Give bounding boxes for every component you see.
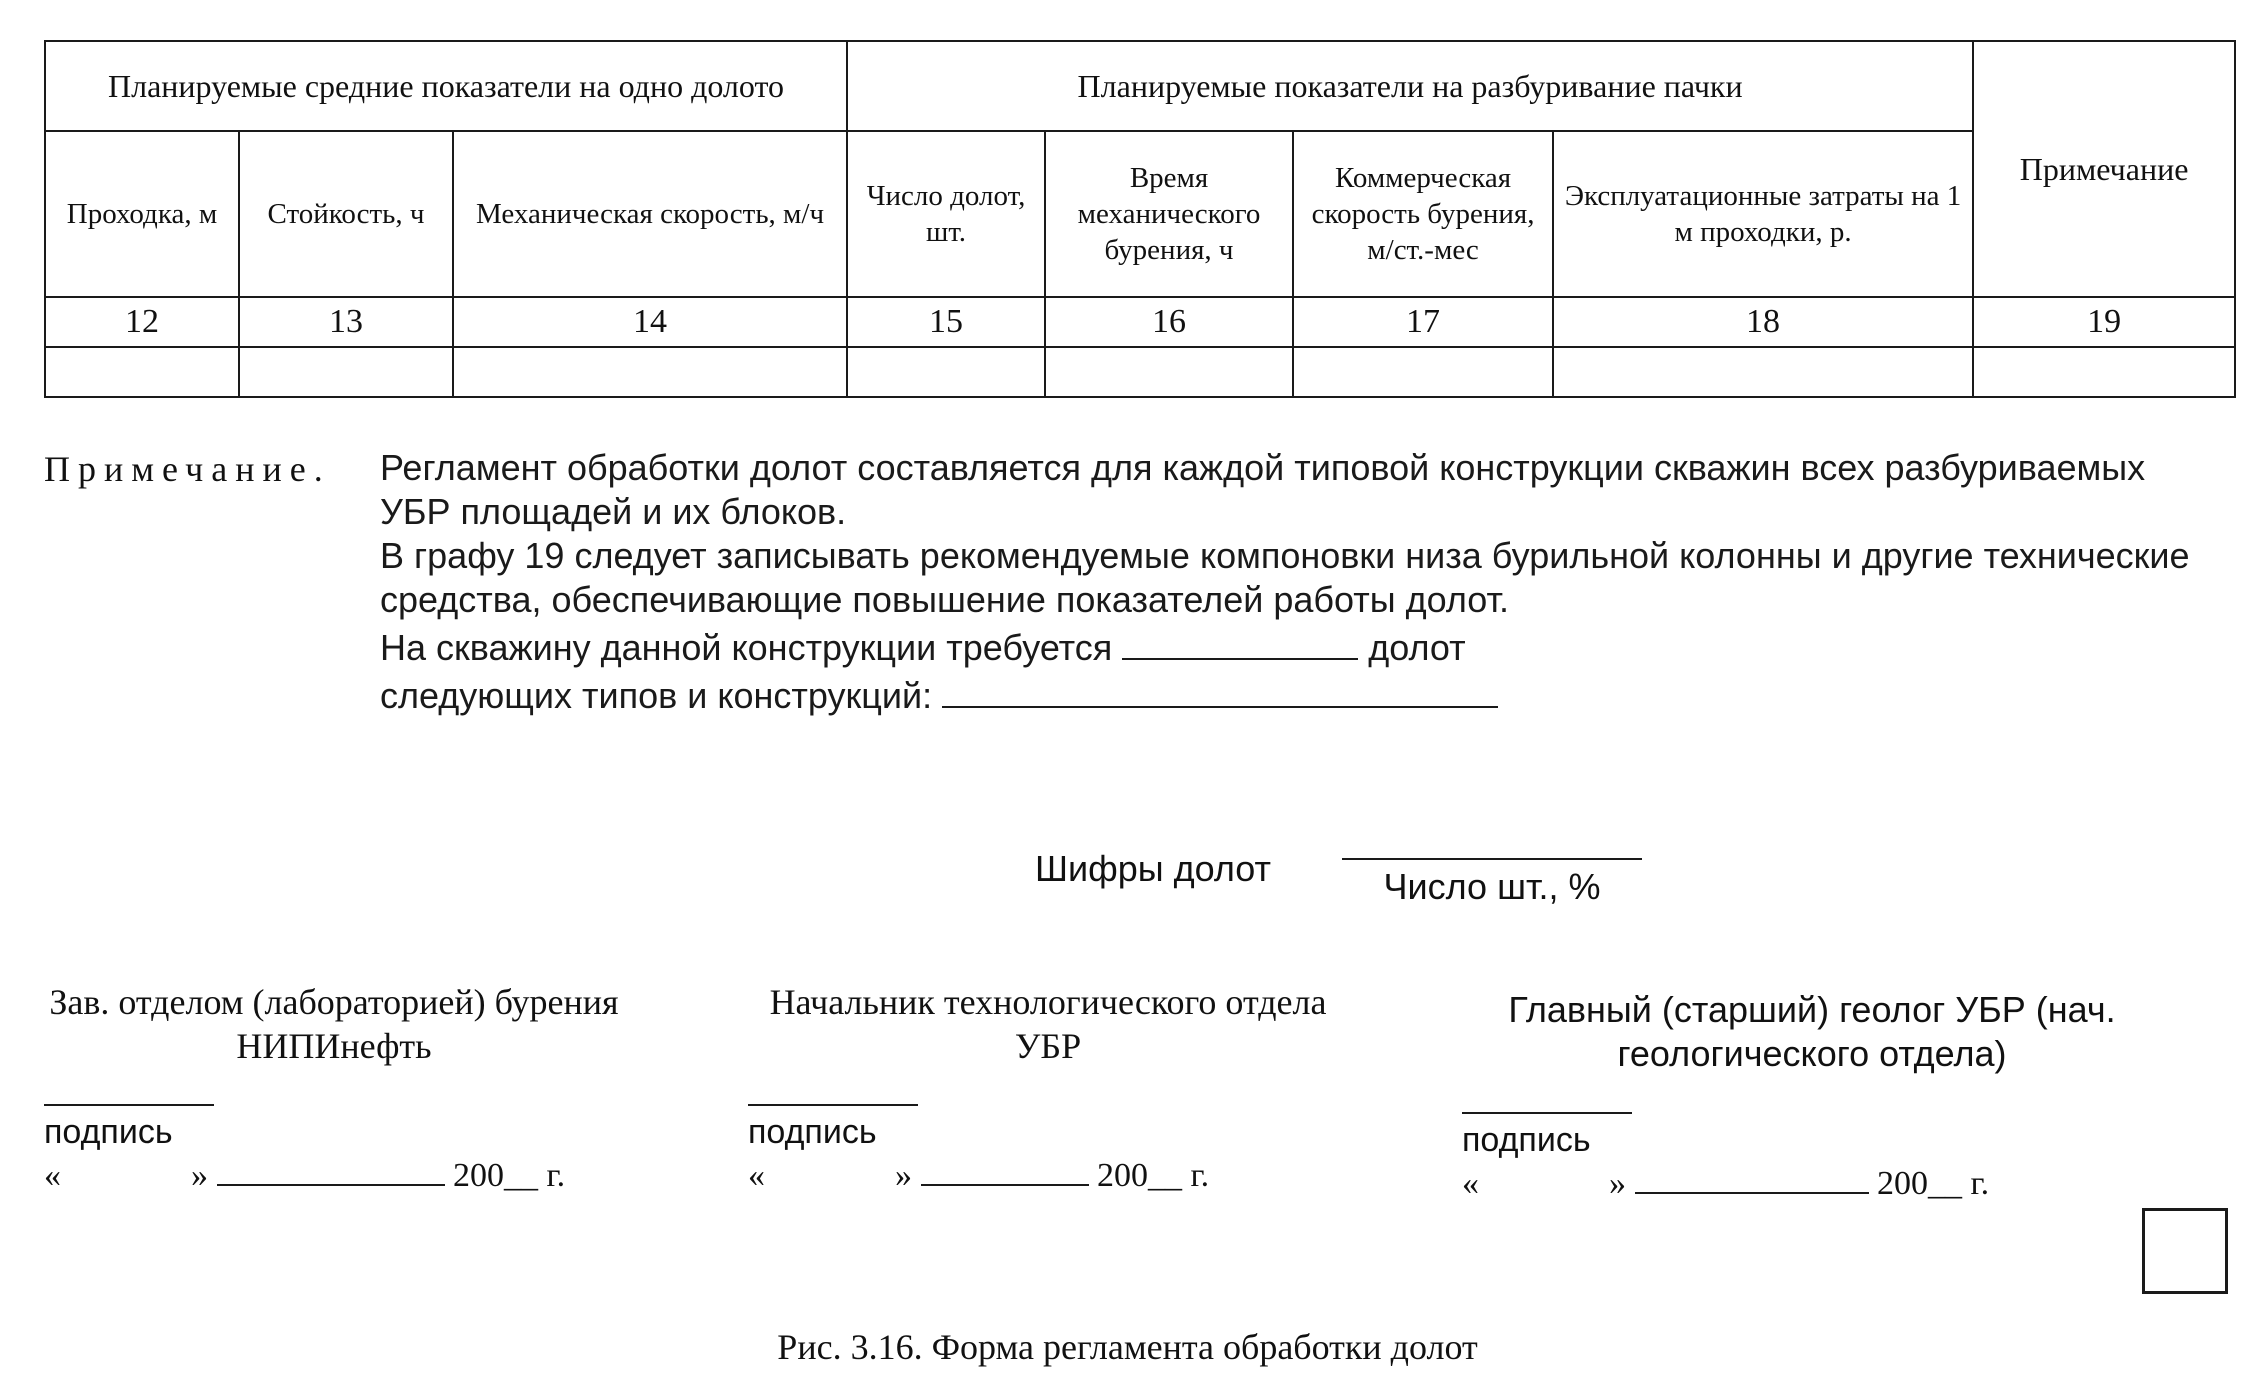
year-suffix: г. [1970, 1165, 1990, 1202]
signature-label: подпись [44, 1113, 173, 1151]
group-header-average-per-bit: Планируемые средние показатели на одно долото [45, 41, 847, 131]
group-header-pack-drilling: Планируемые показатели на разбуривание пачки [847, 41, 1973, 131]
header-commercial-speed: Коммерческая скорость бурения, м/ст.-мес [1293, 131, 1553, 297]
note-paragraph [380, 670, 2200, 718]
signatory-title: Главный (старший) геолог УБР (нач. геологического отдела) [1508, 989, 2116, 1074]
empty-cell[interactable] [453, 347, 847, 397]
empty-cell[interactable] [847, 347, 1045, 397]
figure-caption: Рис. 3.16. Форма регламента обработки долот [777, 1327, 1478, 1367]
note-paragraph [380, 622, 2200, 670]
header-penetration: Проходка, м [45, 131, 239, 297]
signature-block-tech-dept [748, 980, 1368, 1198]
note-body [380, 446, 2200, 718]
signatory-title: Начальник технологического отдела УБР [769, 982, 1327, 1066]
year-suffix: г. [546, 1157, 566, 1194]
column-number: 14 [453, 297, 847, 347]
open-quote: « [44, 1157, 61, 1194]
header-bits-count: Число долот, шт. [847, 131, 1045, 297]
bit-count-denominator: Число шт., % [1342, 858, 1642, 908]
note-label: Примечание. [44, 449, 331, 489]
year: 200__ [1097, 1157, 1182, 1194]
column-number: 12 [45, 297, 239, 347]
empty-cell[interactable] [1045, 347, 1293, 397]
year-suffix: г. [1190, 1157, 1210, 1194]
signature-line[interactable] [748, 1102, 918, 1106]
year: 200__ [453, 1157, 538, 1194]
empty-square-box [2142, 1208, 2228, 1294]
column-number: 17 [1293, 297, 1553, 347]
bits-count-blank[interactable] [1122, 622, 1358, 660]
drilling-bits-regulation-table [44, 40, 2236, 398]
note-paragraph: Регламент обработки долот составляется для каждой типовой конструкции скважин всех разбуриваемых УБР площадей и их блоков. [380, 447, 2146, 532]
signature-date [748, 1154, 1368, 1198]
header-mechanical-speed: Механическая скорость, м/ч [453, 131, 847, 297]
signatory-title: Зав. отделом (лабораторией) бурения НИПИнефть [49, 982, 619, 1066]
note-text: На скважину данной конструкции требуется [380, 627, 1113, 668]
header-mechanical-drilling-time: Время механического бурения, ч [1045, 131, 1293, 297]
note-text: следующих типов и конструкций: [380, 675, 933, 716]
bit-codes-label: Шифры долот [1035, 848, 1271, 889]
close-quote: » [191, 1157, 208, 1194]
empty-cell[interactable] [1293, 347, 1553, 397]
signature-label: подпись [1462, 1121, 1591, 1159]
close-quote: » [895, 1157, 912, 1194]
signature-line[interactable] [44, 1102, 214, 1106]
column-number: 16 [1045, 297, 1293, 347]
date-blank[interactable] [217, 1154, 445, 1186]
year: 200__ [1877, 1165, 1962, 1202]
header-durability: Стойкость, ч [239, 131, 453, 297]
column-number: 19 [1973, 297, 2235, 347]
column-number: 18 [1553, 297, 1973, 347]
empty-cell[interactable] [45, 347, 239, 397]
signature-label: подпись [748, 1113, 877, 1151]
column-number: 13 [239, 297, 453, 347]
signature-line[interactable] [1462, 1110, 1632, 1114]
open-quote: « [1462, 1165, 1479, 1202]
date-blank[interactable] [921, 1154, 1089, 1186]
signature-block-geologist [1462, 988, 2182, 1206]
signature-block-nipi [44, 980, 684, 1198]
close-quote: » [1609, 1165, 1626, 1202]
signature-date [44, 1154, 684, 1198]
note-text: долот [1368, 627, 1466, 668]
empty-cell[interactable] [1553, 347, 1973, 397]
open-quote: « [748, 1157, 765, 1194]
note-paragraph: В графу 19 следует записывать рекомендуемые компоновки низа бурильной колонны и другие технические средства, обеспечивающие повышение показателей работы долот. [380, 535, 2190, 620]
empty-cell[interactable] [239, 347, 453, 397]
header-note: Примечание [1973, 41, 2235, 297]
empty-cell[interactable] [1973, 347, 2235, 397]
column-number: 15 [847, 297, 1045, 347]
signature-date [1462, 1162, 2182, 1206]
header-operating-costs: Эксплуатационные затраты на 1 м проходки, р. [1553, 131, 1973, 297]
bit-types-blank[interactable] [942, 670, 1498, 708]
date-blank[interactable] [1635, 1162, 1869, 1194]
